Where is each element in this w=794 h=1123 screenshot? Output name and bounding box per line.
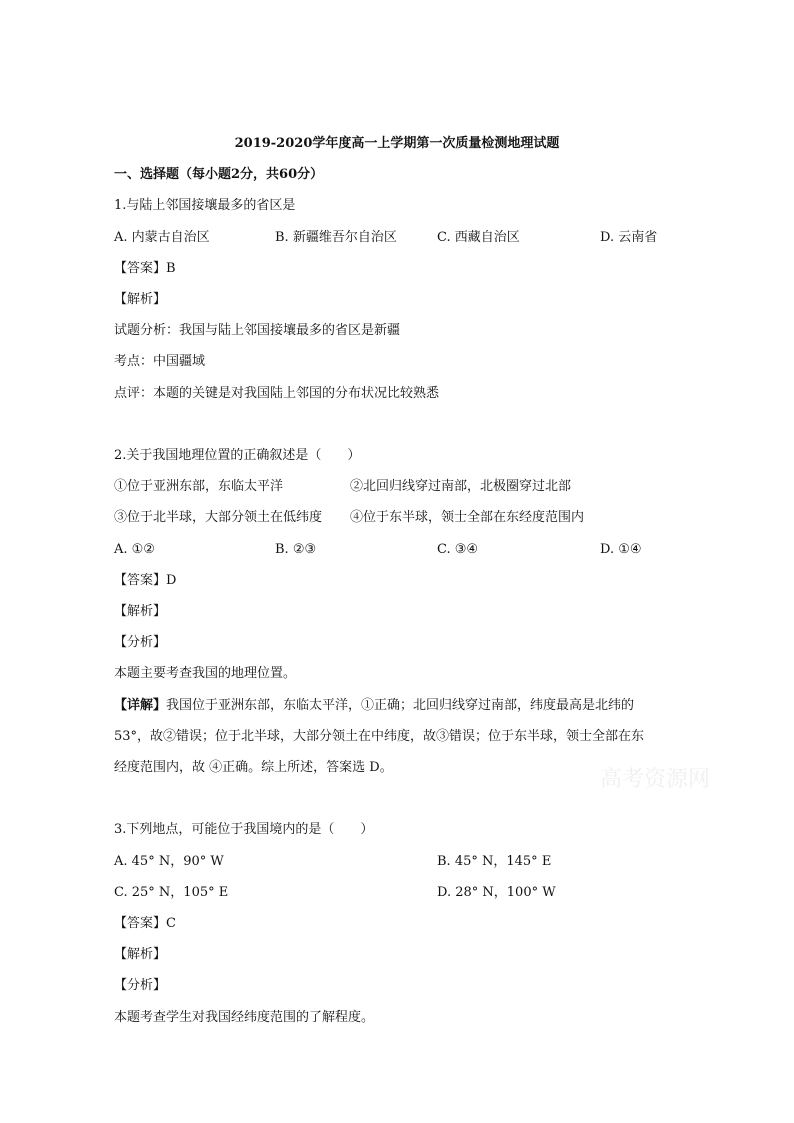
q3-fenxi-label: 【分析】 — [114, 978, 167, 993]
q2-item-2: ②北回归线穿过南部，北极圈穿过北部 — [350, 479, 572, 494]
q2-item-4: ④位于东半球，领士全部在东经度范围内 — [350, 510, 585, 525]
q3-answer: 【答案】C — [114, 916, 176, 931]
q3-stem: 3.下列地点，可能位于我国境内的是（ ） — [114, 822, 374, 837]
section-heading: 一、选择题（每小题2分，共60分） — [114, 167, 324, 182]
q2-detail-text-1: 我国位于亚洲东部，东临太平洋，①正确；北回归线穿过南部，纬度最高是北纬的 — [166, 698, 635, 713]
q2-option-b: B. ②③ — [275, 542, 317, 557]
q2-fenxi: 本题主要考查我国的地理位置。 — [114, 666, 297, 681]
q3-fenxi: 本题考查学生对我国经纬度范围的了解程度。 — [114, 1010, 375, 1025]
q3-option-c: C. 25° N，105° E — [114, 885, 229, 900]
q2-item-3: ③位于北半球，大部分领土在低纬度 — [114, 510, 323, 525]
q1-option-a: A. 内蒙古自治区 — [114, 230, 210, 245]
q1-comment: 点评：本题的关键是对我国陆上邻国的分布状况比较熟悉 — [114, 386, 440, 401]
q2-item-1: ①位于亚洲东部，东临太平洋 — [114, 479, 284, 494]
q1-option-c: C. 西藏自治区 — [437, 230, 520, 245]
page-title: 2019-2020学年度高一上学期第一次质量检测地理试题 — [234, 136, 560, 151]
q1-option-b: B. 新疆维吾尔自治区 — [275, 230, 397, 245]
q2-option-a: A. ①② — [114, 542, 155, 557]
q2-detail-line-3: 经度范围内，故 ④正确。综上所述，答案选 D。 — [114, 760, 393, 775]
q2-answer: 【答案】D — [114, 573, 177, 588]
q2-fenxi-label: 【分析】 — [114, 635, 167, 650]
q1-stem: 1.与陆上邻国接壤最多的省区是 — [114, 198, 296, 213]
q3-option-a: A. 45° N，90° W — [114, 854, 224, 869]
q2-detail-line-2: 53°，故②错误；位于北半球，大部分领土在中纬度，故③错误；位于东半球，领士全部在东 — [114, 729, 645, 744]
watermark: 高考资源网 — [600, 767, 711, 792]
q1-option-d: D. 云南省 — [600, 230, 658, 245]
q1-analysis-label: 【解析】 — [114, 292, 167, 307]
q2-stem: 2.关于我国地理位置的正确叙述是（ ） — [114, 448, 361, 463]
q2-option-c: C. ③④ — [437, 542, 479, 557]
q1-analysis: 试题分析：我国与陆上邻国接壤最多的省区是新疆 — [114, 323, 401, 338]
q3-option-b: B. 45° N，145° E — [437, 854, 552, 869]
q1-answer: 【答案】B — [114, 261, 176, 276]
q2-detail-label: 【详解】 — [114, 698, 167, 713]
q2-analysis-label: 【解析】 — [114, 604, 167, 619]
q2-option-d: D. ①④ — [600, 542, 642, 557]
q3-option-d: D. 28° N，100° W — [437, 885, 556, 900]
q2-detail-line-1 — [114, 697, 634, 715]
q3-analysis-label: 【解析】 — [114, 947, 167, 962]
q1-point: 考点：中国疆域 — [114, 354, 206, 369]
